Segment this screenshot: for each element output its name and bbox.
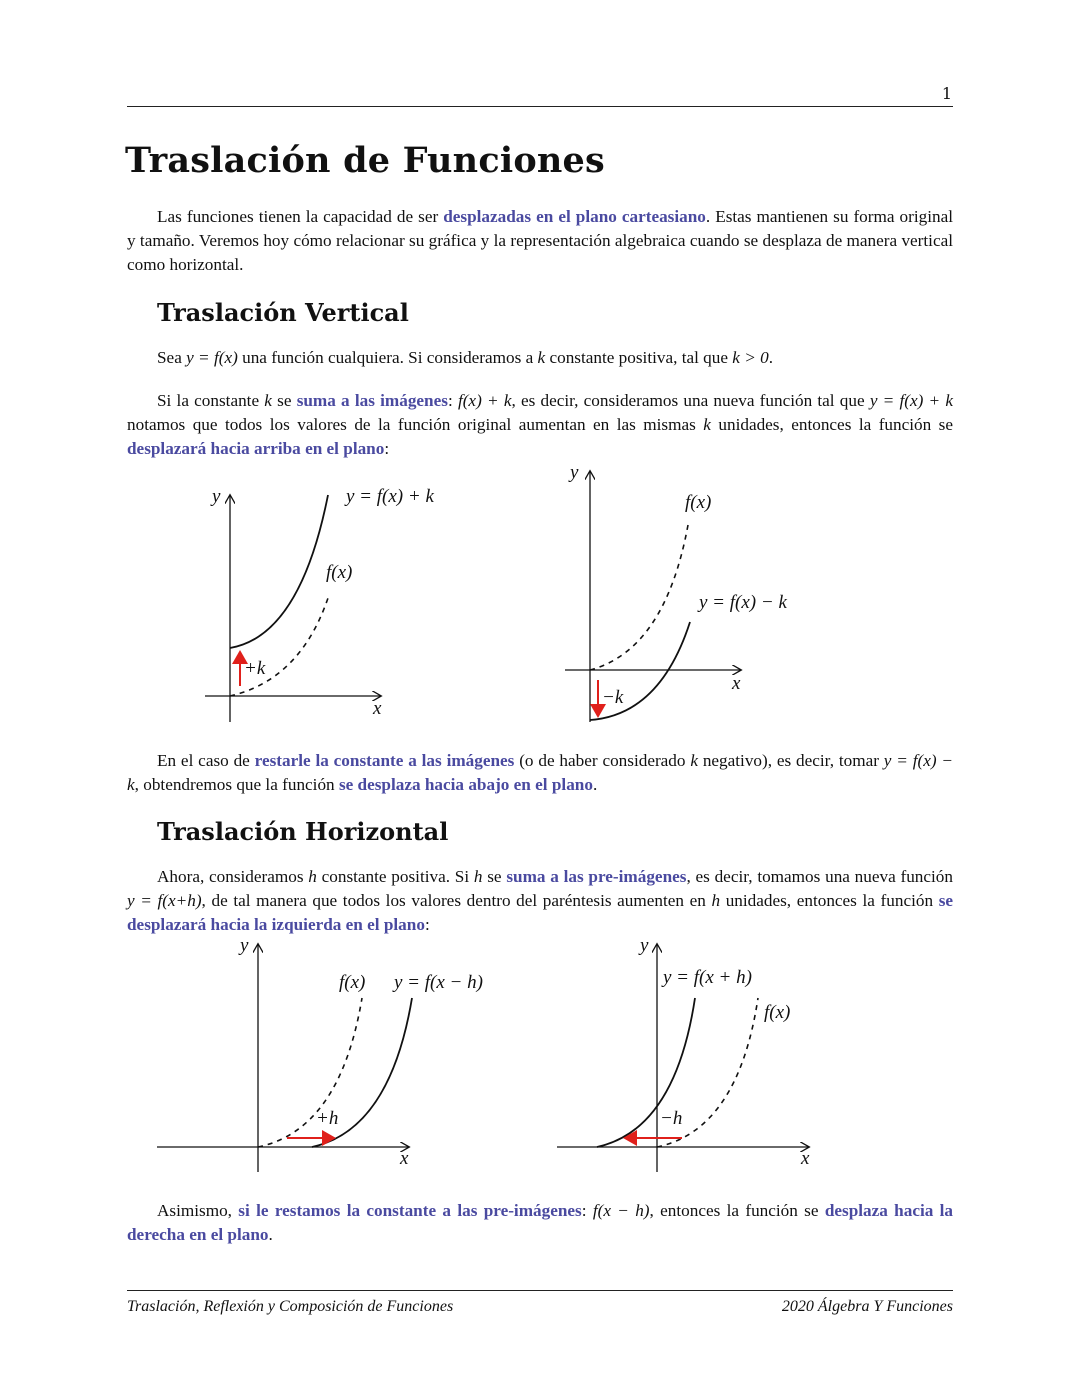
label-base: f(x) <box>764 1002 791 1023</box>
x-label: x <box>801 1148 810 1169</box>
label-shift: +k <box>244 658 266 679</box>
section-heading-horizontal: Traslación Horizontal <box>157 817 449 846</box>
label-shift: −h <box>660 1108 683 1129</box>
x-label: x <box>400 1148 409 1169</box>
vertical-paragraph-1: Sea y = f(x) una función cualquiera. Si consideramos a k constante positiva, tal que k > 0. <box>157 348 773 367</box>
vertical-paragraph-3: En el caso de restarle la constante a las imágenes (o de haber considerado k negativo), es decir, tomar y = f(x) − k, obtendremos que la función se desplaza hacia abajo en el plano. <box>127 751 953 794</box>
label-top: y = f(x + h) <box>663 967 752 988</box>
page-title: Traslación de Funciones <box>125 140 605 181</box>
label-base: f(x) <box>339 972 366 993</box>
label-base: f(x) <box>326 562 353 583</box>
section-heading-vertical: Traslación Vertical <box>157 298 409 327</box>
label-shift: −k <box>602 687 624 708</box>
y-label: y <box>212 486 221 507</box>
y-label: y <box>240 935 249 956</box>
vertical-paragraph-2: Si la constante k se suma a las imágenes: f(x) + k, es decir, consideramos una nueva función tal que y = f(x) + k notamos que todos los valores de la función original aumentan en las mismas k unidades, entonces la función se desplazará hacia arriba en el plano: <box>127 391 953 458</box>
x-label: x <box>732 673 741 694</box>
label-shift: +h <box>316 1108 339 1129</box>
footer-rule <box>127 1290 953 1291</box>
label-base: y = f(x) − k <box>699 592 787 613</box>
horizontal-paragraph-2: Asimismo, si le restamos la constante a las pre-imágenes: f(x − h), entonces la función se desplaza hacia la derecha en el plano. <box>127 1201 954 1244</box>
horizontal-paragraph-1: Ahora, consideramos h constante positiva. Si h se suma a las pre-imágenes, es decir, tomamos una nueva función y = f(x+h), de tal manera que todos los valores dentro del paréntesis aumenten en h unidades, entonces la función se desplazará hacia la izquierda en el plano: <box>127 867 954 934</box>
footer-right: 2020 Álgebra Y Funciones <box>781 1298 953 1315</box>
y-label: y <box>570 462 579 483</box>
y-label: y <box>640 935 649 956</box>
label-top: f(x) <box>685 492 712 513</box>
highlight: desplazadas en el plano carteasiano <box>443 207 706 226</box>
label-top: y = f(x) + k <box>346 486 434 507</box>
x-label: x <box>373 698 382 719</box>
footer-left: Traslación, Reflexión y Composición de Funciones <box>127 1298 454 1315</box>
intro-paragraph: Las funciones tienen la capacidad de ser desplazadas en el plano carteasiano. Estas mantienen su forma original y tamaño. Veremos hoy cómo relacionar su gráfica y la representación algebraica cuando se desplaza de manera vertical como horizontal. <box>127 207 953 274</box>
label-top: y = f(x − h) <box>394 972 483 993</box>
page-number: 1 <box>941 84 952 103</box>
